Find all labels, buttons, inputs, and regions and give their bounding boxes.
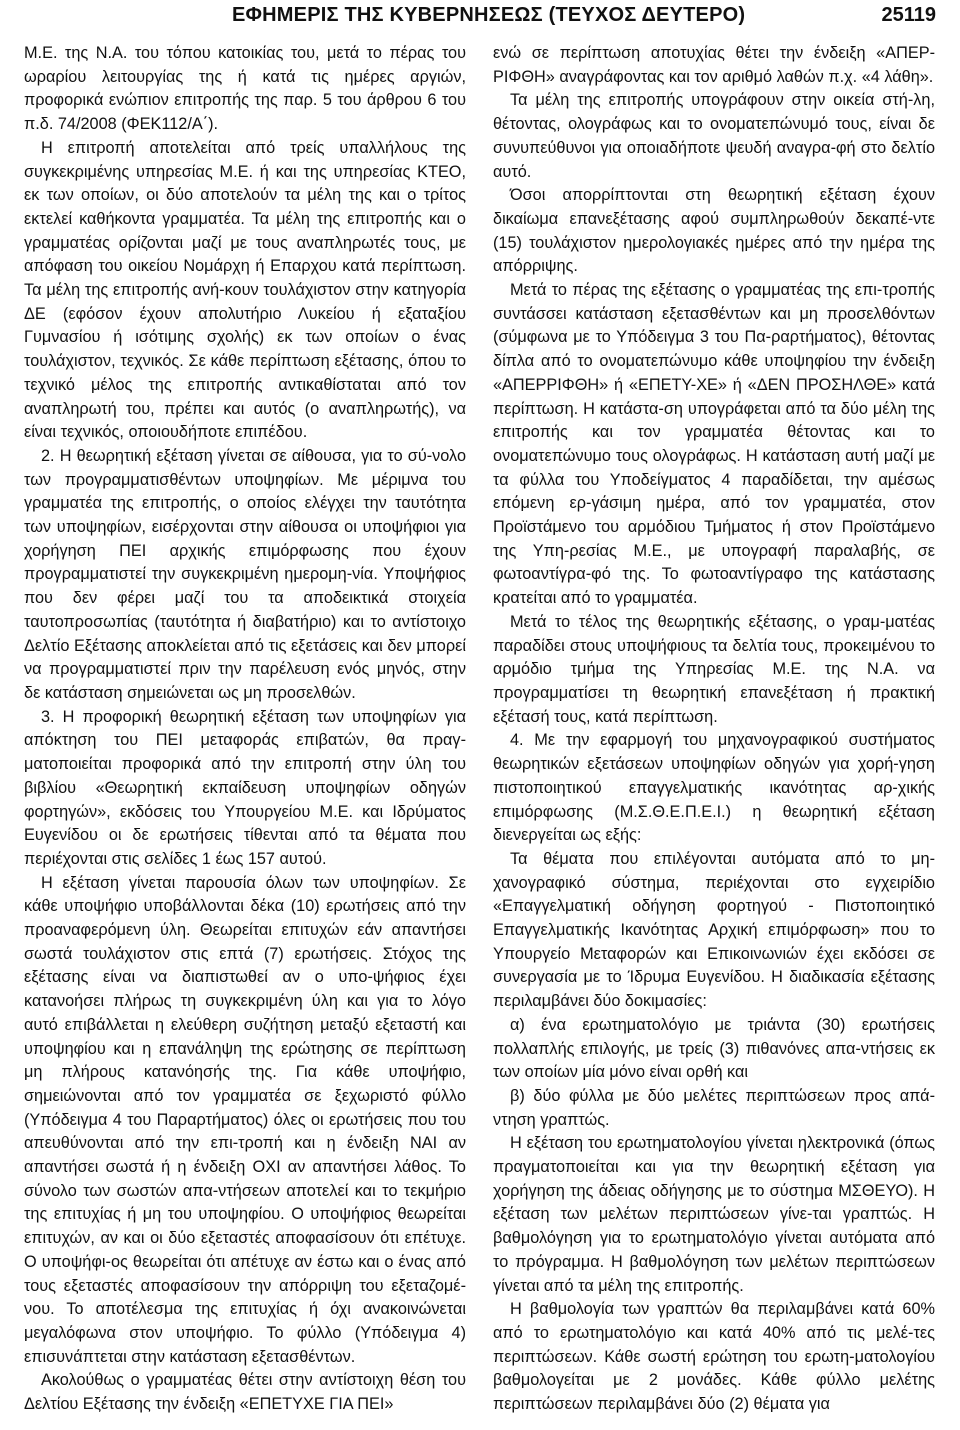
paragraph: Μετά το πέρας της εξέτασης ο γραμματέας της επι-τροπής συντάσσει κατάσταση εξετασθέντων και μη προσελθόντων (σύμφωνα με το Υπόδειγμα 3 του Πα-ραρτήματος), θέτοντας δίπλα από το ονοματεπώνυμο κάθε υποψηφίου την ένδειξη «ΑΠΕΡΡΙΦΘΗ» ή «ΕΠΕΤΥ-ΧΕ» ή «ΔΕΝ ΠΡΟΣΗΛΘΕ» κατά περίπτωση. Η κατάστα-ση υπογράφεται από τα δύο μέλη της επιτροπής και τον γραμματέα θέτοντας και το ονοματεπώνυμο τους ολογράφως. Η κατάσταση αυτή μαζί με τα φύλλα του Υποδείγματος 4 παραδίδεται, την αμέσως επόμενη ερ-γάσιμη ημέρα, από τον γραμματέα, στον Προϊστάμενο του αρμόδιου Τμήματος ή στον Προϊστάμενο της Υπη-ρεσίας Μ.Ε., με υπογραφή παραλαβής, σε φωτοαντίγρα-φό της. Το φωτοαντίγραφο της κατάστασης κρατείται από το γραμματέα. <box>493 281 935 608</box>
paragraph: Η εξέταση γίνεται παρουσία όλων των υποψηφίων. Σε κάθε υποψήφιο υποβάλλονται δέκα (10) ερωτήσεις από την προαναφερόμενη ύλη. Θεωρείται επιτυχών εάν απαντήσει σωστά τουλάχιστον στις επτά (7) ερωτήσεις. Στόχος της εξέτασης είναι να διαπιστωθεί αν ο υπο-ψήφιος έχει κατανοήσει πλήρως τη συγκεκριμένη ύλη και για το λόγο αυτό επιβάλλεται η ελεύθερη συζήτηση μεταξύ εξεταστή και υποψηφίου και η επανάληψη της ερώτησης σε περίπτωση μη πλήρους κατανόησής της. Για κάθε υποψήφιο, σημειώνονται από τον γραμματέα σε ξεχωριστό φύλλο (Υπόδειγμα 4 του Παραρτήματος) όλες οι ερωτήσεις που του απευθύνονται από την επι-τροπή και η ένδειξη ΝΑΙ αν απαντήσει σωστά ή η ένδειξη ΟΧΙ αν απαντήσει λάθος. Το σύνολο των σωστών απα-ντήσεων αποτελεί και το τεκμήριο της επιτυχίας ή μη του υποψηφίου. Ο υποψήφιος θεωρείται επιτυχών, αν και οι δύο εξεταστές αποφασίσουν ότι επέτυχε. Ο υποψήφι-ος θεωρείται ότι απέτυχε αν έστω και ο ένας από τους εξεταστές αποφασίσουν την απόρριψη του εξεταζομέ-νου. Το αποτέλεσμα της επιτυχίας ή όχι ανακοινώνεται μεγαλόφωνα στον υποψήφιο. Το φύλλο (Υπόδειγμα 4) επισυνάπτεται στην κατάσταση εξετασθέντων. <box>24 873 466 1366</box>
paragraph: 2. Η θεωρητική εξέταση γίνεται σε αίθουσα, για το σύ-νολο των προγραμματισθέντων υποψηφίων. Με μέριμνα του γραμματέα της επιτροπής, ο οποίος ελέγχει την ταυτότητα των υποψηφίων, εισέρχονται στην αίθουσα οι υποψήφιοι για χορήγηση ΠΕΙ αρχικής επιμόρφωσης που έχουν προγραμματιστεί την συγκεκριμένη ημερομη-νία. Υποψήφιος που δεν φέρει μαζί του τα αποδεικτικά στοιχεία ταυτοπροσωπίας (ταυτότητα ή διαβατήριο) και το αντίστοιχο Δελτίο Εξέτασης αποκλείεται από τις εξετάσεις και δεν μπορεί να προγραμματιστεί πριν την παρέλευση ενός μηνός, στην δε κατάσταση σημειώνεται ως μη προσελθών. <box>24 446 466 702</box>
gazette-title: ΕΦΗΜΕΡΙΣ ΤΗΣ ΚΥΒΕΡΝΗΣΕΩΣ (ΤΕΥΧΟΣ ΔΕΥΤΕΡΟ) <box>232 4 746 26</box>
paragraph: Τα μέλη της επιτροπής υπογράφουν στην οικεία στή-λη, θέτοντας, ολογράφως και το ονοματεπώνυμό τους, είναι δε συνυπεύθυνοι για οποιαδήποτε ψευδή αναγρα-φή στο δελτίο αυτό. <box>493 91 935 181</box>
paragraph: β) δύο φύλλα με δύο μελέτες περιπτώσεων προς απά-ντηση γραπτώς. <box>493 1086 935 1129</box>
paragraph: Μετά το τέλος της θεωρητικής εξέτασης, ο γραμ-ματέας παραδίδει στους υποψήφιους τα δελτία τους, προκειμένου το αρμόδιο τμήμα της Υπηρεσίας Μ.Ε. της Ν.Α. να προγραμματίσει τη θεωρητική επανεξέταση ή πρακτική εξέτασή τους, κατά περίπτωση. <box>493 612 935 726</box>
paragraph: Όσοι απορρίπτονται στη θεωρητική εξέταση έχουν δικαίωμα επανεξέτασης αφού συμπληρωθούν δεκαπέ-ντε (15) τουλάχιστον ημερολογιακές ημέρες από την ημέρα της απόρριψης. <box>493 186 935 276</box>
page-header <box>0 0 960 46</box>
paragraph: α) ένα ερωτηματολόγιο με τριάντα (30) ερωτήσεις πολλαπλής επιλογής, με τρείς (3) πιθανόνες απα-ντήσεις εκ των οποίων μία μόνο είναι ορθή και <box>493 1015 935 1082</box>
right-column <box>493 42 935 1417</box>
page-number: 25119 <box>881 4 936 26</box>
paragraph: 3. Η προφορική θεωρητική εξέταση των υποψηφίων για απόκτηση του ΠΕΙ μεταφοράς επιβατών, θα πραγ-ματοποιείται προφορικά από την επιτροπή στην ύλη του βιβλίου «Θεωρητική εκπαίδευση υποψηφίων οδηγών φορτηγών», εκδόσεις του Υπουργείου Μ.Ε. και Ιδρύματος Ευγενίδου οι δε ερωτήσεις τίθενται από τα θέματα που περιέχονται στις σελίδες 1 έως 157 αυτού. <box>24 707 466 868</box>
left-column <box>24 42 466 1417</box>
paragraph: 4. Με την εφαρμογή του μηχανογραφικού συστήματος θεωρητικών εξετάσεων υποψηφίων οδηγών για χορή-γηση πιστοποιητικού επαγγελματικής ικανότητας αρ-χικής επιμόρφωσης (Μ.Σ.Θ.Ε.Π.Ε.Ι.) η θεωρητική εξέταση διενεργείται ως εξής: <box>493 731 935 845</box>
paragraph: Η επιτροπή αποτελείται από τρείς υπαλλήλους της συγκεκριμένης υπηρεσίας Μ.Ε. ή και της υπηρεσίας ΚΤΕΟ, εκ των οποίων, οι δύο αποτελούν τα μέλη της και ο τρίτος εκτελεί καθήκοντα γραμματέα. Τα μέλη της επιτροπής και ο γραμματέας ορίζονται μαζί με τους αναπληρωτές τους, με απόφαση του οικείου Νομάρχη ή Επαρχου κατά περίπτωση. Τα μέλη της επιτροπής ανή-κουν τουλάχιστον στην κατηγορία ΔΕ (εφόσον έχουν απολυτήριο Λυκείου ή εξαταξίου Γυμνασίου ή ισότιμης σχολής) εκ των οποίων ο ένας τουλάχιστον, τεχνικός. Σε κάθε περίπτωση εξέτασης, όπου το τεχνικό μέλος της επιτροπής αντικαθίσταται από τον αναπληρωτή του, πρέπει και αυτός (ο αναπληρωτής), να είναι τεχνικός, οποιουδήποτε επιπέδου. <box>24 138 466 442</box>
paragraph: Μ.Ε. της Ν.Α. του τόπου κατοικίας του, μετά το πέρας του ωραρίου λειτουργίας της ή κατά τις ημέρες αργιών, προφορικά ενώπιον επιτροπής της παρ. 5 του άρθρου 6 του π.δ. 74/2008 (ΦΕΚ112/Α΄). <box>24 44 466 134</box>
paragraph: Η βαθμολογία των γραπτών θα περιλαμβάνει κατά 60% από το ερωτηματολόγιο και κατά 40% από τις μελέ-τες περιπτώσεων. Κάθε σωστή ερώτηση του ερωτη-ματολογίου βαθμολογείται με 2 μονάδες. Κάθε φύλλο μελέτης περιπτώσεων περιλαμβάνει δύο (2) θέματα για <box>493 1300 935 1414</box>
paragraph: ενώ σε περίπτωση αποτυχίας θέτει την ένδειξη «ΑΠΕΡ-ΡΙΦΘΗ» αναγράφοντας και τον αριθμό λαθών π.χ. «4 λάθη». <box>493 44 935 86</box>
paragraph: Ακολούθως ο γραμματέας θέτει στην αντίστοιχη θέση του Δελτίου Εξέτασης την ένδειξη «ΕΠΕΤΥΧΕ ΓΙΑ ΠΕΙ» <box>24 1371 466 1414</box>
paragraph: Η εξέταση του ερωτηματολογίου γίνεται ηλεκτρονικά (όπως πραγματοποιείται και για την θεωρητική εξέταση για χορήγηση της άδειας οδήγησης με το σύστημα ΜΣΘΕΥΟ). Η εξέταση των μελέτων περιπτώσεων γίνε-ται γραπτώς. Η βαθμολόγηση για το ερωτηματολόγιο γίνεται αυτόματα από το πρόγραμμα. Η βαθμολόγηση των μελέτων περιπτώσεων γίνεται από τα μέλη της επιτροπής. <box>493 1134 935 1295</box>
paragraph: Τα θέματα που επιλέγονται αυτόματα από το μη-χανογραφικό σύστημα, περιέχονται στο εγχειρίδιο «Επαγγελματική οδήγηση φορτηγού - Πιστοποιητικό Επαγγελματικής Ικανότητας Αρχική επιμόρφωση» που το Υπουργείο Μεταφορών και Επικοινωνιών έχει εκδόσει σε συνεργασία με το Ίδρυμα Ευγενίδου. Η διαδικασία εξέτασης περιλαμβάνει δύο δοκιμασίες: <box>493 849 935 1011</box>
